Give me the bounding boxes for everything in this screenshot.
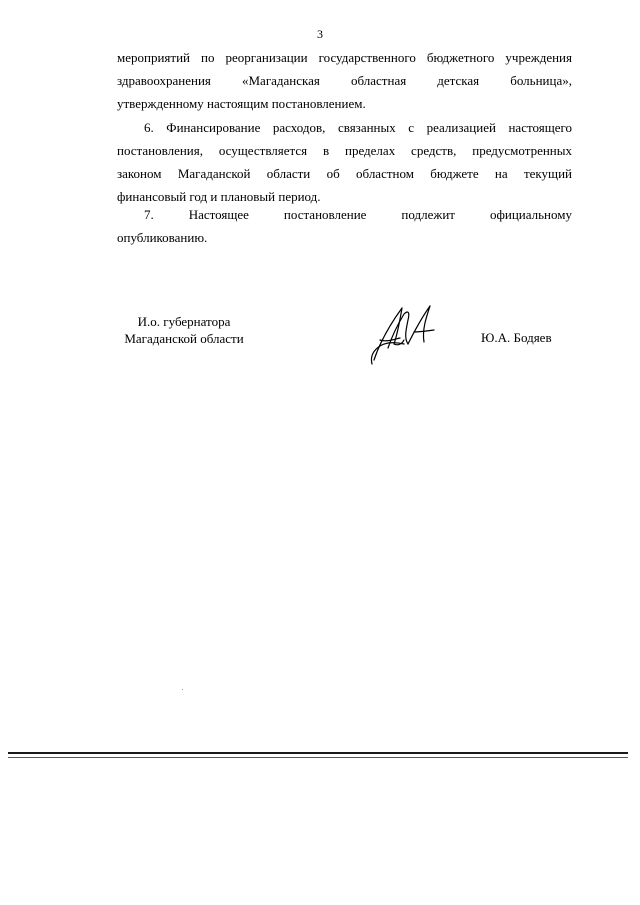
text-line: мероприятий по реорганизации государственного бюджетного учреждения — [117, 50, 572, 65]
text-line: утвержденному настоящим постановлением. — [117, 96, 366, 111]
paragraph-5-continuation — [117, 46, 572, 115]
text-line: постановления, осуществляется в пределах средств, предусмотренных — [117, 143, 572, 158]
paragraph-7 — [117, 203, 572, 249]
text-line: здравоохранения «Магаданская областная детская больница», — [117, 73, 572, 88]
text-line: 7. Настоящее постановление подлежит официальному — [144, 207, 572, 222]
page-number: 3 — [317, 27, 323, 41]
text-line: финансовый год и плановый период. — [117, 189, 321, 204]
footer-rule-thin — [8, 757, 628, 758]
scan-speck — [182, 689, 183, 690]
handwritten-signature — [364, 300, 444, 366]
signatory-title-line: Магаданской области — [124, 331, 244, 346]
text-line: опубликованию. — [117, 230, 208, 245]
paragraph-6 — [117, 116, 572, 208]
footer-rule — [8, 752, 628, 754]
signatory-title — [109, 313, 259, 347]
text-line: законом Магаданской области об областном бюджете на текущий — [117, 166, 572, 181]
text-line: 6. Финансирование расходов, связанных с реализацией настоящего — [144, 120, 572, 135]
signatory-name: Ю.А. Бодяев — [481, 330, 552, 345]
signatory-title-line: И.о. губернатора — [137, 314, 231, 329]
